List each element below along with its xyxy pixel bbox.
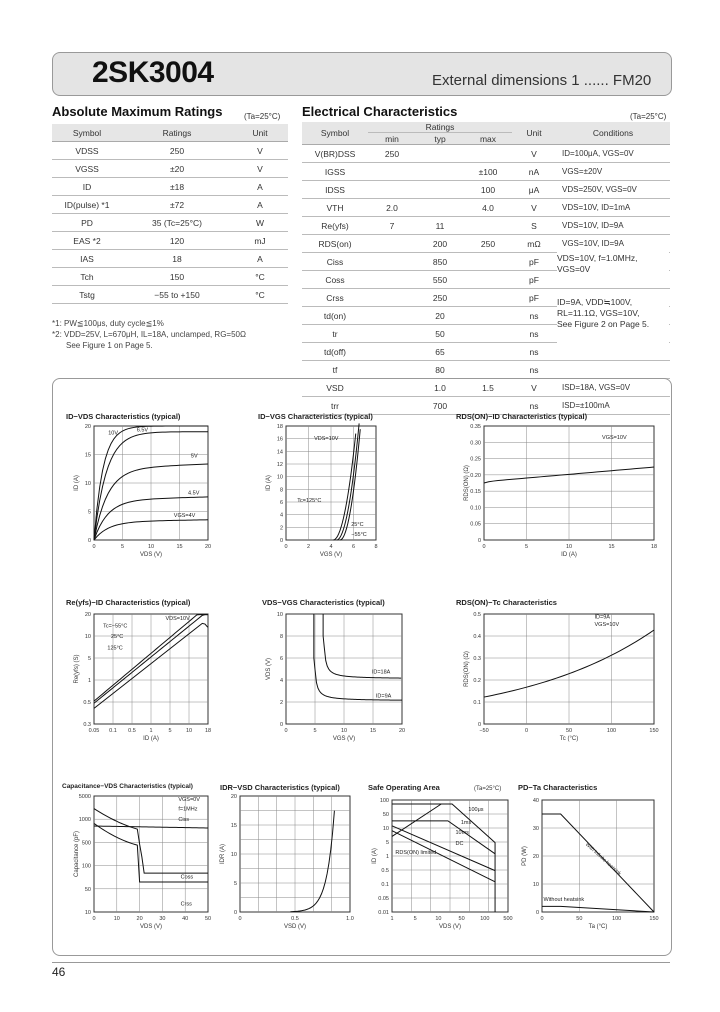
ec-h-cond: Conditions <box>556 122 670 145</box>
ec-cell: ns <box>512 307 556 325</box>
ec-cell: 550 <box>416 271 464 289</box>
c7-xlabel: VDS (V) <box>139 924 163 930</box>
c8-xtick: 0.5 <box>291 916 299 922</box>
c2-ytick: 6 <box>279 500 283 506</box>
amr-cell: W <box>232 214 288 232</box>
c6-ytick: 0.3 <box>473 656 481 662</box>
ec-ta: (Ta=25°C) <box>630 112 667 121</box>
amr-cell: 150 <box>122 268 232 286</box>
c8-title: IDR−VSD Characteristics (typical) <box>220 783 340 792</box>
ec-cell: ns <box>512 397 556 415</box>
c8-xtick: 0 <box>238 916 242 922</box>
c6-xtick: 100 <box>606 728 617 734</box>
c8-xtick: 1.0 <box>346 916 354 922</box>
external-dimensions: External dimensions 1 ...... FM20 <box>432 72 652 89</box>
amr-cell: VGSS <box>52 160 122 178</box>
c2-xtick: 4 <box>329 544 333 550</box>
amr-ta: (Ta=25°C) <box>244 112 281 121</box>
amr-cell: mJ <box>232 232 288 250</box>
ec-h-max: max <box>464 133 512 145</box>
c4-label-25c: 25°C <box>110 633 124 640</box>
c5-xtick: 15 <box>369 728 377 734</box>
ec-cell: pF <box>512 253 556 271</box>
ec-cell: μA <box>512 181 556 199</box>
part-number: 2SK3004 <box>92 56 214 89</box>
ec-cell: 250 <box>416 289 464 307</box>
c1-xtick: 20 <box>204 544 212 550</box>
c3-ytick: 0.15 <box>470 489 481 496</box>
ec-cell: V <box>512 379 556 397</box>
ec-cell: VSD <box>302 379 368 397</box>
c5-ytick: 0 <box>279 722 283 728</box>
ec-cell: Ciss <box>302 253 368 271</box>
ec-cell: ID=100μA, VGS=0V <box>556 145 670 163</box>
ec-cell: VDS=250V, VGS=0V <box>556 181 670 199</box>
c2-ytick: 18 <box>276 424 283 430</box>
ec-h-unit: Unit <box>512 122 556 145</box>
c4-ytick: 0.3 <box>83 722 91 728</box>
ec-cell: 250 <box>368 145 416 163</box>
c6-xlabel: Tc (°C) <box>559 736 579 742</box>
ec-cell: ns <box>512 361 556 379</box>
c2-label-125c: Tc=125°C <box>297 498 322 504</box>
c10-xtick: 50 <box>576 916 583 922</box>
c3-label-vgs: VGS=10V <box>602 435 627 442</box>
c7-xtick: 50 <box>204 916 212 922</box>
ec-cell: tr <box>302 325 368 343</box>
amr-cell: A <box>232 178 288 196</box>
c8-ytick: 0 <box>233 910 237 916</box>
c2-label-25c: 25°C <box>351 522 364 529</box>
c2-ytick: 0 <box>279 538 283 544</box>
c3-xtick: 5 <box>524 544 529 550</box>
c7-xtick: 0 <box>92 916 96 922</box>
c4-ytick: 20 <box>84 612 91 618</box>
c9-ylabel: ID (A) <box>372 848 378 864</box>
amr-cell: ID(pulse) *1 <box>52 196 122 214</box>
c7-ytick: 5000 <box>78 794 91 800</box>
c2-xtick: 8 <box>374 544 378 550</box>
ec-cell: 100 <box>464 181 512 199</box>
cond-cap-line1: VDS=10V, f=1.0MHz, <box>557 253 638 263</box>
c6-xtick: 0 <box>524 728 529 734</box>
c10-title: PD−Ta Characteristics <box>518 783 598 792</box>
c9-xtick: 10 <box>435 916 442 922</box>
ec-h-ratings: Ratings <box>368 122 512 133</box>
c1-ytick: 5 <box>87 509 91 516</box>
c9-ytick: 1 <box>385 854 389 860</box>
ec-cell: ±100 <box>464 163 512 181</box>
c4-ytick: 1 <box>87 678 91 684</box>
c3-ytick: 0.30 <box>470 440 481 447</box>
c10-xtick: 150 <box>649 916 659 922</box>
ec-cell: IDSS <box>302 181 368 199</box>
amr-cell: ±20 <box>122 160 232 178</box>
c4-title: Re(yfs)−ID Characteristics (typical) <box>66 598 191 607</box>
c2-label-m55c: −55°C <box>351 532 367 539</box>
c9-ytick: 0.1 <box>381 882 389 888</box>
c8-ytick: 20 <box>230 794 237 800</box>
amr-cell: °C <box>232 268 288 286</box>
c3-xtick: 15 <box>608 544 615 550</box>
ec-cell: 250 <box>464 235 512 253</box>
ec-cell: 200 <box>416 235 464 253</box>
note-2: *2: VDD=25V, L=670μH, IL=18A, unclamped, RG=50Ω <box>52 330 246 339</box>
ec-cell: VGS=10V, ID=9A <box>556 235 670 253</box>
c7-xtick: 10 <box>113 916 120 922</box>
c1-ytick: 20 <box>84 424 91 430</box>
c7-label-coss: Coss <box>180 874 194 881</box>
c5-label-18a: ID=18A <box>371 669 391 676</box>
c8-ytick: 5 <box>233 881 237 887</box>
c1-label-4v: VGS=4V <box>173 513 196 520</box>
ec-cell: V <box>512 199 556 217</box>
c4-xtick: 0.05 <box>88 728 100 734</box>
c1-xtick: 5 <box>120 544 125 550</box>
c5-ytick: 10 <box>276 612 283 618</box>
ec-cell: 11 <box>416 217 464 235</box>
ec-cell: ISD=±100mA <box>556 397 670 415</box>
c3-ylabel: RDS(ON) (Ω) <box>464 465 470 501</box>
amr-cell: A <box>232 196 288 214</box>
ec-title: Electrical Characteristics <box>302 104 458 119</box>
c1-xlabel: VDS (V) <box>139 552 163 558</box>
c10-xtick: 0 <box>540 916 544 922</box>
c7-xtick: 40 <box>182 916 189 922</box>
c5-xlabel: VGS (V) <box>332 736 356 742</box>
amr-cell: ±72 <box>122 196 232 214</box>
c5-ytick: 6 <box>279 656 283 662</box>
c7-label-f: f=1MHz <box>178 806 198 813</box>
ec-cell: 1.0 <box>416 379 464 397</box>
c6-ytick: 0.2 <box>473 678 481 684</box>
c5-xtick: 10 <box>340 728 348 734</box>
ec-cell: 1.5 <box>464 379 512 397</box>
ec-cell: nA <box>512 163 556 181</box>
c4-ytick: 5 <box>87 656 91 662</box>
c7-label-ciss: Ciss <box>178 817 190 824</box>
ec-cell: ns <box>512 325 556 343</box>
c2-xtick: 2 <box>306 544 311 550</box>
amr-cell: 120 <box>122 232 232 250</box>
page-number: 46 <box>52 965 66 979</box>
c7-title: Capacitance−VDS Characteristics (typical) <box>62 783 193 790</box>
c8-ytick: 10 <box>230 852 237 858</box>
c1-ytick: 15 <box>84 452 91 459</box>
cond-cap-line2: VGS=0V <box>557 264 591 274</box>
c2-label-vds: VDS=10V <box>314 435 339 442</box>
c2-ylabel: ID (A) <box>266 475 272 491</box>
cond-sw-line2: RL=11.1Ω, VGS=10V, <box>557 308 640 318</box>
note-3: See Figure 1 on Page 5. <box>66 341 153 350</box>
c5-xtick: 20 <box>398 728 406 734</box>
c2-ytick: 16 <box>276 436 283 443</box>
c7-ytick: 100 <box>81 863 91 870</box>
ec-cell: S <box>512 217 556 235</box>
c4-xlabel: ID (A) <box>143 736 159 742</box>
amr-cell: −55 to +150 <box>122 286 232 304</box>
c4-xtick: 5 <box>168 728 172 734</box>
amr-cell: Tstg <box>52 286 122 304</box>
ec-cell: 20 <box>416 307 464 325</box>
ec-cell: 80 <box>416 361 464 379</box>
c9-ytick: 10 <box>382 826 389 832</box>
c6-xtick: 50 <box>565 728 573 734</box>
c6-xtick: 150 <box>649 728 659 734</box>
footer-rule <box>52 962 670 963</box>
amr-cell: V <box>232 160 288 178</box>
c10-ytick: 0 <box>535 910 539 916</box>
ec-cell: VGS=±20V <box>556 163 670 181</box>
c1-ylabel: ID (A) <box>74 475 80 491</box>
c6-label-vgs: VGS=10V <box>594 622 620 629</box>
c1-label-10v: 10V <box>108 430 119 437</box>
ec-cell: ns <box>512 343 556 361</box>
c10-ytick: 10 <box>532 882 539 888</box>
c8-ytick: 15 <box>230 823 237 829</box>
amr-cell: Tch <box>52 268 122 286</box>
c6-ytick: 0.4 <box>473 634 481 640</box>
c5-xtick: 0 <box>284 728 288 734</box>
c9-label-rds: RDS(ON) limited <box>395 849 437 856</box>
c4-ylabel: Re(yfs) (S) <box>74 654 80 684</box>
c4-label-m55c: Tc=−55°C <box>103 623 128 630</box>
ec-cell: Crss <box>302 289 368 307</box>
ec-cell: VDS=10V, ID=1mA <box>556 199 670 217</box>
ec-h-symbol: Symbol <box>302 122 368 145</box>
c6-title: RDS(ON)−Tc Characteristics <box>456 598 557 607</box>
c5-ytick: 8 <box>279 634 283 640</box>
amr-cell: 35 (Tc=25°C) <box>122 214 232 232</box>
c3-xlabel: ID (A) <box>561 552 577 558</box>
c9-label-1ms: 1ms <box>460 819 472 826</box>
c3-xtick: 0 <box>482 544 486 550</box>
c4-ytick: 0.5 <box>83 700 91 706</box>
c6-ytick: 0.5 <box>473 612 481 618</box>
c10-label-heatsink: With infinite heatsink <box>583 841 623 877</box>
c1-title: ID−VDS Characteristics (typical) <box>66 412 181 421</box>
c6-xtick: −50 <box>479 728 489 734</box>
ec-cell: 7 <box>368 217 416 235</box>
c3-ytick: 0.35 <box>470 424 481 430</box>
c10-ytick: 30 <box>532 826 539 832</box>
c9-xlabel: VDS (V) <box>438 924 462 930</box>
c1-xtick: 15 <box>176 544 183 550</box>
ec-cell: 850 <box>416 253 464 271</box>
c10-ytick: 20 <box>532 854 539 860</box>
c7-ytick: 500 <box>81 840 91 847</box>
c10-xtick: 100 <box>612 916 622 922</box>
c9-ytick: 0.5 <box>381 868 389 874</box>
c6-ytick: 0.1 <box>473 700 481 706</box>
ec-cell: pF <box>512 289 556 307</box>
ec-cell: 700 <box>416 397 464 415</box>
c1-label-6v5: 6.5V <box>136 427 149 434</box>
c3-ytick: 0.20 <box>470 472 481 479</box>
c10-xlabel: Ta (°C) <box>588 924 608 930</box>
c10-ylabel: PD (W) <box>522 846 528 866</box>
c7-xtick: 20 <box>136 916 143 922</box>
c3-xtick: 18 <box>650 544 658 550</box>
c3-title: RDS(ON)−ID Characteristics (typical) <box>456 412 588 421</box>
c9-ytick: 100 <box>379 798 389 804</box>
c5-xtick: 5 <box>313 728 317 734</box>
c9-label-dc: DC <box>455 840 464 847</box>
c3-ytick: 0.05 <box>470 521 481 528</box>
ec-cell: VDS=10V, ID=9A <box>556 217 670 235</box>
c4-xtick: 10 <box>185 728 193 734</box>
c4-xtick: 18 <box>204 728 212 734</box>
c9-ytick: 0.01 <box>378 910 389 916</box>
ec-cell: ISD=18A, VGS=0V <box>556 379 670 397</box>
ec-cell: td(off) <box>302 343 368 361</box>
c7-plot-frame <box>94 796 208 912</box>
c7-ylabel: Capacitance (pF) <box>74 830 80 878</box>
c3-xtick: 10 <box>565 544 573 550</box>
ec-cell: 4.0 <box>464 199 512 217</box>
c2-ytick: 4 <box>279 512 283 519</box>
c1-ytick: 0 <box>87 538 91 544</box>
c6-ylabel: RDS(ON) (Ω) <box>464 651 470 687</box>
ec-cell: V <box>512 145 556 163</box>
c1-label-4v5: 4.5V <box>188 490 200 497</box>
amr-cell: °C <box>232 286 288 304</box>
c9-ta: (Ta=25°C) <box>474 786 502 792</box>
cond-sw-line1: ID=9A, VDD≒100V, <box>557 297 633 307</box>
amr-cell: IAS <box>52 250 122 268</box>
amr-cell: ID <box>52 178 122 196</box>
c1-label-5v: 5V <box>190 453 198 460</box>
c9-ytick: 5 <box>385 840 389 846</box>
c9-xtick: 100 <box>480 916 490 922</box>
c9-xtick: 50 <box>458 916 465 922</box>
c2-xlabel: VGS (V) <box>319 552 343 558</box>
c3-ytick: 0 <box>477 538 481 544</box>
c5-ytick: 4 <box>279 678 283 684</box>
ec-h-min: min <box>368 133 416 145</box>
c2-ytick: 10 <box>276 474 283 481</box>
cond-sw-line3: See Figure 2 on Page 5. <box>557 319 650 329</box>
c5-label-9a: ID=9A <box>375 693 392 700</box>
amr-h-ratings: Ratings <box>122 124 232 142</box>
c4-label-125c: 125°C <box>107 645 123 652</box>
c9-label-100us: 100μs <box>468 807 484 814</box>
c7-label-crss: Crss <box>180 901 192 908</box>
c9-xtick: 5 <box>413 916 417 922</box>
c2-ytick: 14 <box>276 449 283 456</box>
c8-ylabel: IDR (A) <box>220 844 226 864</box>
c7-label-vgs: VGS=0V <box>178 797 200 804</box>
c9-ytick: 0.05 <box>378 896 389 902</box>
c9-xtick: 1 <box>390 916 394 922</box>
amr-h-symbol: Symbol <box>52 124 122 142</box>
ec-cell: 2.0 <box>368 199 416 217</box>
amr-cell: A <box>232 250 288 268</box>
c6-ytick: 0 <box>477 722 481 728</box>
c2-ytick: 2 <box>279 525 283 532</box>
ec-cell: Coss <box>302 271 368 289</box>
c2-xtick: 6 <box>351 544 356 550</box>
c4-xtick: 0.5 <box>128 728 136 734</box>
ec-cell: pF <box>512 271 556 289</box>
ec-cell: tf <box>302 361 368 379</box>
amr-cell: 250 <box>122 142 232 160</box>
amr-cell: 18 <box>122 250 232 268</box>
c2-title: ID−VGS Characteristics (typical) <box>258 412 373 421</box>
c9-xtick: 500 <box>503 916 513 922</box>
c4-label-vds: VDS=10V <box>165 615 190 622</box>
amr-cell: V <box>232 142 288 160</box>
c7-xtick: 30 <box>159 916 166 922</box>
c6-label-id: ID=9A <box>594 614 610 621</box>
c4-xtick: 1 <box>149 728 153 734</box>
amr-cell: VDSS <box>52 142 122 160</box>
c10-label-no-heatsink: Without heatsink <box>543 896 585 903</box>
amr-cell: EAS *2 <box>52 232 122 250</box>
ec-cell: td(on) <box>302 307 368 325</box>
c4-xtick: 0.1 <box>109 728 117 734</box>
ec-cell: VTH <box>302 199 368 217</box>
c5-title: VDS−VGS Characteristics (typical) <box>262 598 385 607</box>
ec-cell: 50 <box>416 325 464 343</box>
c2-ytick: 12 <box>276 462 283 468</box>
c3-ytick: 0.25 <box>470 456 481 463</box>
c3-ytick: 0.10 <box>470 505 481 512</box>
c5-ylabel: VDS (V) <box>266 657 272 681</box>
c8-xlabel: VSD (V) <box>283 924 307 930</box>
c7-ytick: 1000 <box>78 817 91 824</box>
c9-title: Safe Operating Area <box>368 783 440 792</box>
ec-cell: trr <box>302 397 368 415</box>
amr-title: Absolute Maximum Ratings <box>52 104 223 119</box>
c7-ytick: 50 <box>84 886 91 893</box>
c2-ytick: 8 <box>279 487 283 494</box>
c2-xtick: 0 <box>284 544 288 550</box>
ec-h-typ: typ <box>416 133 464 145</box>
ec-cell: Re(yfs) <box>302 217 368 235</box>
ec-cell: 65 <box>416 343 464 361</box>
amr-cell: ±18 <box>122 178 232 196</box>
c1-xtick: 0 <box>92 544 96 550</box>
ec-cell: mΩ <box>512 235 556 253</box>
c1-ytick: 10 <box>84 481 91 487</box>
c9-label-10ms: 10ms <box>455 830 469 837</box>
amr-h-unit: Unit <box>232 124 288 142</box>
amr-cell: PD <box>52 214 122 232</box>
note-1: *1: PW≦100μs, duty cycle≦1% <box>52 319 164 328</box>
ec-cell: V(BR)DSS <box>302 145 368 163</box>
c5-ytick: 2 <box>279 700 283 706</box>
c1-xtick: 10 <box>147 544 155 550</box>
c4-ytick: 10 <box>84 634 91 640</box>
ec-cell: IGSS <box>302 163 368 181</box>
c9-ytick: 50 <box>382 812 389 818</box>
c7-ytick: 10 <box>84 910 91 916</box>
c10-ytick: 40 <box>532 798 539 804</box>
ec-cell: RDS(on) <box>302 235 368 253</box>
